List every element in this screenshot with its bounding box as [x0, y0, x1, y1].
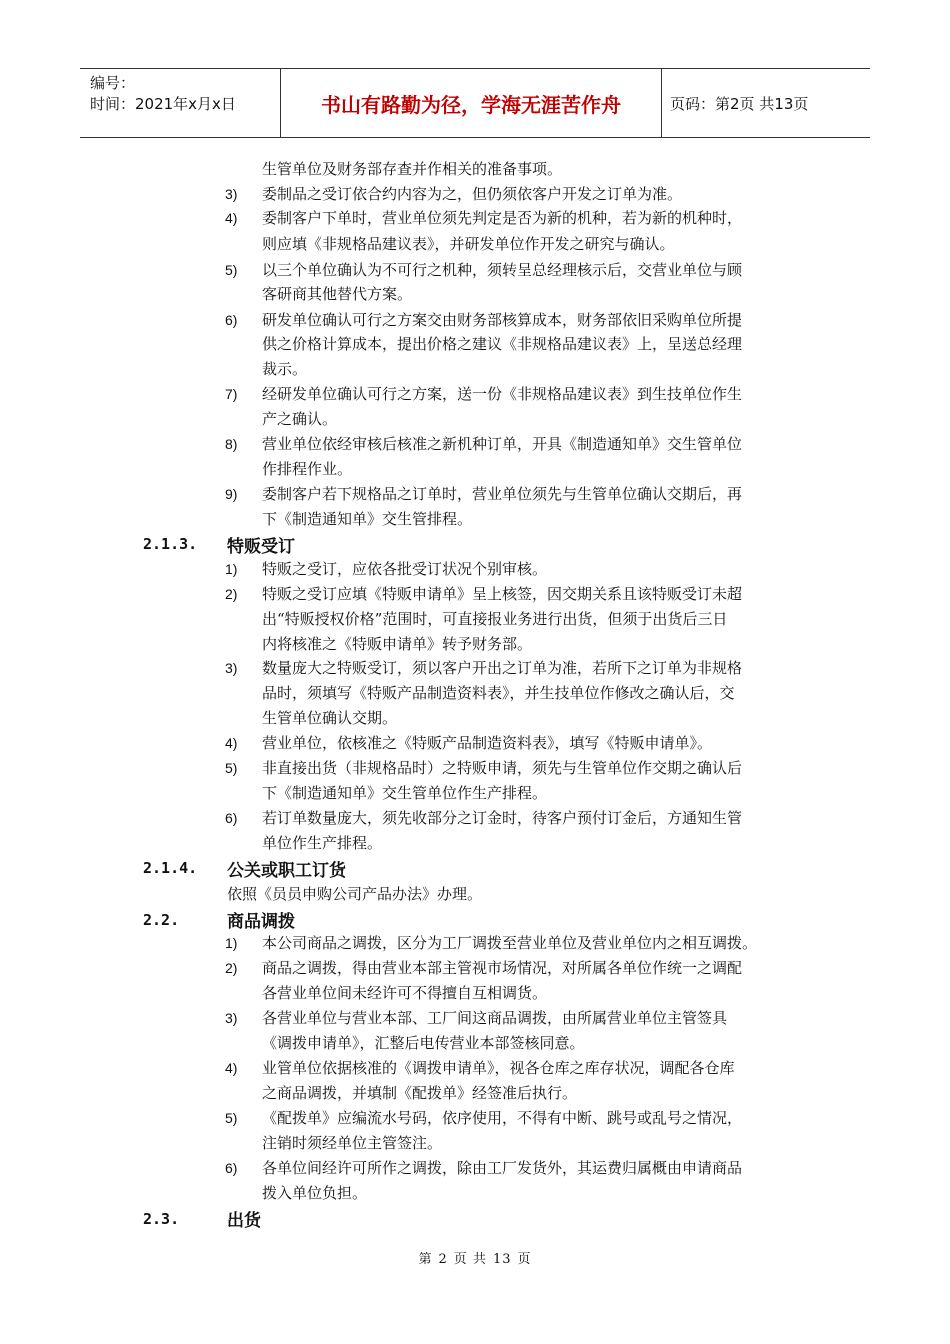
- list-item-text: 委制客户下单时，营业单位须先判定是否为新的机种，若为新的机种时，: [262, 209, 743, 227]
- list-item-text: 非直接出货（非规格品时）之特贩申请，须先与生管单位作交期之确认后: [262, 759, 743, 777]
- section-title: 商品调拨: [227, 912, 295, 932]
- list-item-text: 出“特贩授权价格”范围时，可直接报业务进行出货，但须于出货后三日: [262, 610, 728, 628]
- list-item-text: 品时，须填写《特贩产品制造资料表》，并生技单位作修改之确认后，交: [262, 684, 735, 702]
- list-item-text: 研发单位确认可行之方案交由财务部核算成本，财务部依旧采购单位所提: [262, 311, 743, 329]
- section-number: 2.1.4.: [143, 859, 198, 877]
- header-page-label: 页码：第2页 共13页: [670, 94, 809, 113]
- list-item-text: 营业单位，依核准之《特贩产品制造资料表》，填写《特贩申请单》。: [262, 734, 713, 752]
- list-item-number: 3): [225, 1010, 238, 1026]
- list-item-text: 客研商其他替代方案。: [262, 285, 413, 303]
- list-item-text: 之商品调拨，并填制《配拨单》经签准后执行。: [262, 1084, 578, 1102]
- list-item-text: 作排程作业。: [262, 460, 353, 478]
- list-item-number: 2): [225, 586, 238, 602]
- list-item-number: 5): [225, 262, 238, 278]
- list-item-number: 1): [225, 935, 238, 951]
- header-motto: 书山有路勤为径，学海无涯苦作舟: [281, 69, 662, 137]
- list-item-text: 《配拨单》应编流水号码，依序使用，不得有中断、跳号或乱号之情况，: [262, 1109, 743, 1127]
- section-number: 2.2.: [143, 911, 180, 929]
- section-body-text: 依照《员员申购公司产品办法》办理。: [227, 885, 483, 903]
- list-item-text: 供之价格计算成本，提出价格之建议《非规格品建议表》上，呈送总经理: [262, 335, 743, 353]
- footer-page-number: 2: [438, 1252, 448, 1267]
- list-item-text: 委制客户若下规格品之订单时，营业单位须先与生管单位确认交期后，再: [262, 485, 743, 503]
- list-item-number: 6): [225, 810, 238, 826]
- list-item-text: 下《制造通知单》交生管排程。: [262, 510, 473, 528]
- section-number: 2.1.3.: [143, 535, 198, 553]
- footer-suffix: 页: [517, 1252, 532, 1267]
- list-item-text: 单位作生产排程。: [262, 834, 383, 852]
- list-item-number: 5): [225, 1110, 238, 1126]
- list-item-text: 生管单位及财务部存查并作相关的准备事项。: [262, 160, 563, 178]
- list-item-number: 4): [225, 735, 238, 751]
- list-item-text: 则应填《非规格品建议表》，并研发单位作开发之研究与确认。: [262, 235, 675, 253]
- list-item-text: 各营业单位间未经许可不得擅自互相调货。: [262, 984, 548, 1002]
- section-title: 公关或职工订货: [227, 861, 346, 881]
- list-item-text: 《调拨申请单》，汇整后电传营业本部签核同意。: [262, 1034, 585, 1052]
- list-item-number: 7): [225, 386, 238, 402]
- list-item-number: 9): [225, 486, 238, 502]
- list-item-text: 营业单位依经审核后核准之新机种订单，开具《制造通知单》交生管单位: [262, 435, 743, 453]
- list-item-number: 5): [225, 760, 238, 776]
- list-item-number: 8): [225, 436, 238, 452]
- list-item-text: 生管单位确认交期。: [262, 709, 398, 727]
- list-item-text: 下《制造通知单》交生管单位作生产排程。: [262, 784, 548, 802]
- list-item-number: 4): [225, 210, 238, 226]
- section-number: 2.3.: [143, 1210, 180, 1228]
- list-item-text: 各营业单位与营业本部、工厂间这商品调拨，由所属营业单位主管签具: [262, 1009, 728, 1027]
- list-item-text: 业管单位依据核准的《调拨申请单》，视各仓库之库存状况，调配各仓库: [262, 1059, 735, 1077]
- list-item-number: 6): [225, 312, 238, 328]
- list-item-text: 拨入单位负担。: [262, 1184, 368, 1202]
- list-item-number: 2): [225, 960, 238, 976]
- list-item-text: 特贩之受订，应依各批受订状况个别审核。: [262, 560, 548, 578]
- page-footer: [0, 1248, 950, 1267]
- document-number-label: 编号：: [90, 74, 136, 92]
- list-item-number: 4): [225, 1060, 238, 1076]
- list-item-number: 3): [225, 186, 238, 202]
- list-item-text: 以三个单位确认为不可行之机种，须转呈总经理核示后，交营业单位与顾: [262, 261, 743, 279]
- list-item-number: 1): [225, 561, 238, 577]
- list-item-text: 注销时须经单位主管签注。: [262, 1134, 443, 1152]
- list-item-text: 经研发单位确认可行之方案，送一份《非规格品建议表》到生技单位作生: [262, 385, 743, 403]
- list-item-text: 产之确认。: [262, 410, 338, 428]
- list-item-text: 本公司商品之调拨，区分为工厂调拨至营业单位及营业单位内之相互调拨。: [262, 934, 758, 952]
- page-header: [80, 68, 870, 138]
- list-item-text: 数量庞大之特贩受订，须以客户开出之订单为准，若所下之订单为非规格: [262, 659, 743, 677]
- list-item-text: 各单位间经许可所作之调拨，除由工厂发货外，其运费归属概由申请商品: [262, 1159, 743, 1177]
- footer-prefix: 第: [418, 1252, 433, 1267]
- section-title: 出货: [227, 1211, 261, 1231]
- list-item-text: 特贩之受订应填《特贩申请单》呈上核签，因交期关系且该特贩受订未超: [262, 585, 743, 603]
- section-title: 特贩受订: [227, 537, 295, 557]
- header-meta: [80, 69, 281, 137]
- document-time-label: 时间：2021年x月x日: [90, 95, 236, 113]
- list-item-text: 商品之调拨，得由营业本部主管视市场情况，对所属各单位作统一之调配: [262, 959, 743, 977]
- footer-total-pages: 13: [492, 1252, 512, 1267]
- list-item-number: 6): [225, 1160, 238, 1176]
- list-item-text: 内将核准之《特贩申请单》转予财务部。: [262, 635, 533, 653]
- list-item-text: 裁示。: [262, 360, 308, 378]
- list-item-number: 3): [225, 660, 238, 676]
- list-item-text: 若订单数量庞大，须先收部分之订金时，待客户预付订金后，方通知生管: [262, 809, 743, 827]
- list-item-text: 委制品之受订依合约内容为之，但仍须依客户开发之订单为准。: [262, 185, 683, 203]
- footer-mid: 页 共: [453, 1252, 487, 1267]
